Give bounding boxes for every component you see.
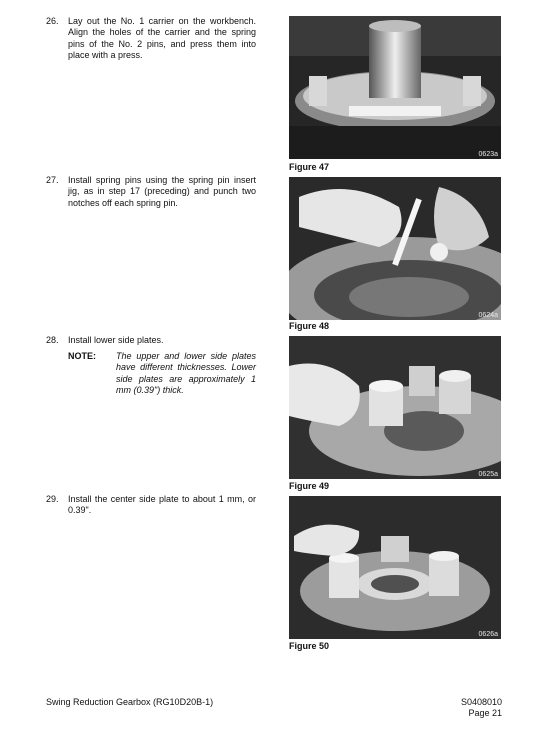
step-number: 29.	[46, 494, 59, 504]
step-29	[46, 494, 256, 517]
step-26	[46, 16, 256, 62]
step-number: 27.	[46, 175, 59, 185]
figure-48-photo	[289, 177, 501, 320]
footer-title: Swing Reduction Gearbox (RG10D20B-1)	[46, 697, 214, 707]
center-side-plate-photo	[289, 496, 501, 639]
step-text: Lay out the No. 1 carrier on the workbench. Align the holes of the carrier and the spring pins of the No. 2 pins, and press them into place with a press.	[68, 16, 256, 61]
step-text: Install lower side plates.	[68, 335, 164, 345]
photo-code: 0626a	[478, 631, 498, 638]
figure-caption: Figure 47	[289, 162, 330, 172]
step-text: Install the center side plate to about 1 mm, or 0.39".	[68, 494, 256, 516]
step-27	[46, 175, 256, 209]
doc-number: S0408010	[460, 697, 502, 707]
page-number: Page 21	[468, 708, 502, 719]
figure-47-photo	[289, 16, 501, 159]
figure-caption: Figure 50	[289, 641, 330, 651]
footer-page-info	[461, 697, 502, 720]
step-number: 28.	[46, 335, 59, 345]
figure-caption: Figure 49	[289, 481, 330, 491]
lower-side-plate-photo	[289, 336, 501, 479]
note-text: The upper and lower side plates have different thicknesses. Lower side plates are approximately 1 mm (0.39") thick.	[116, 351, 256, 396]
note-label: NOTE:	[68, 351, 96, 361]
photo-code: 0624a	[478, 312, 498, 319]
carrier-press-photo	[289, 16, 501, 159]
note-block	[68, 351, 256, 397]
figure-caption: Figure 48	[289, 321, 330, 331]
spring-pin-jig-photo	[289, 177, 501, 320]
photo-code: 0625a	[478, 471, 498, 478]
step-28	[46, 335, 256, 346]
step-number: 26.	[46, 16, 59, 26]
figure-49-photo	[289, 336, 501, 479]
photo-code: 0623a	[478, 151, 498, 158]
step-text: Install spring pins using the spring pin insert jig, as in step 17 (preceding) and punch two notches off each spring pin.	[68, 175, 256, 208]
figure-50-photo	[289, 496, 501, 639]
